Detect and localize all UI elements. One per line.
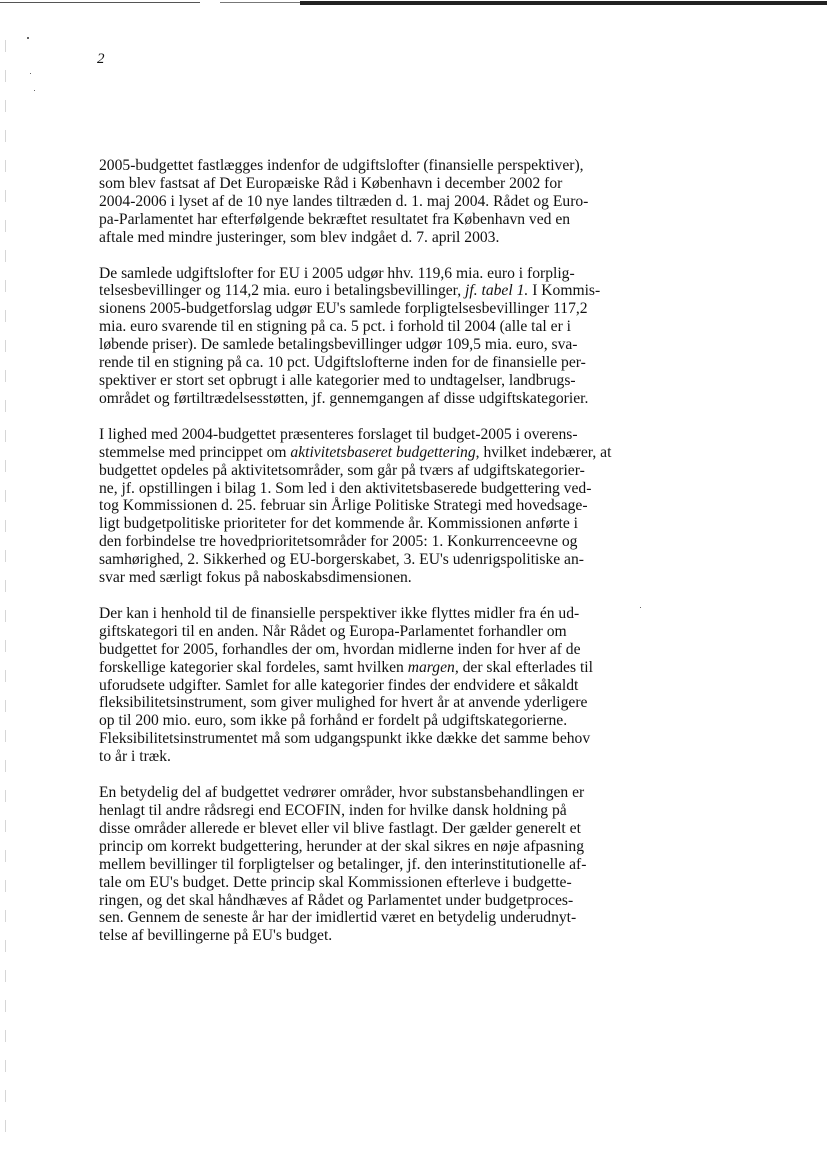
scan-top-border	[0, 0, 827, 6]
text-line: budgettet opdeles på aktivitetsområder, som går på tværs af udgiftskategorier-	[99, 461, 585, 479]
text-line: I lighed med 2004-budgettet præsenteres forslaget til budget-2005 i overens-	[99, 425, 578, 443]
text-segment: I Kommis-	[528, 282, 601, 300]
paragraph-2	[99, 265, 659, 408]
text-segment: , hvilket indebærer, at	[475, 443, 612, 461]
text-line: løbende priser). De samlede betalingsbevillinger udgør 109,5 mia. euro, sva-	[99, 336, 578, 354]
scan-border-segment	[300, 1, 827, 5]
paragraph-4	[99, 605, 659, 766]
text-line: aftale med mindre justeringer, som blev indgået d. 7. april 2003.	[99, 228, 500, 246]
text-line: Fleksibilitetsinstrumentet må som udgangspunkt ikke dække det samme behov	[99, 730, 591, 748]
text-line: En betydelig del af budgettet vedrører områder, hvor substansbehandlingen er	[99, 784, 585, 802]
emphasized-term: aktivitetsbaseret budgettering	[290, 443, 476, 461]
scan-border-segment	[220, 2, 300, 3]
text-line: spektiver er stort set opbrugt i alle kategorier med to undtagelser, landbrugs-	[99, 371, 576, 389]
text-line: henlagt til andre rådsregi end ECOFIN, inden for hvilke dansk holdning på	[99, 802, 567, 819]
text-line: samhørighed, 2. Sikkerhed og EU-borgerskabet, 3. EU's udenrigspolitiske an-	[99, 551, 584, 569]
text-line: disse områder allerede er blevet eller vil blive fastlagt. Der gælder generelt et	[99, 819, 581, 837]
text-line: budgettet for 2005, forhandles der om, hvordan midlerne inden for hver af de	[99, 640, 581, 658]
page-number: 2	[97, 51, 105, 67]
document-body	[99, 157, 659, 963]
text-line: tale om EU's budget. Dette princip skal Kommissionen efterleve i budgette-	[99, 873, 572, 891]
text-line: giftskategori til en anden. Når Rådet og Europa-Parlamentet forhandler om	[99, 622, 567, 640]
emphasized-term: margen,	[407, 658, 459, 676]
text-line: sen. Gennem de seneste år har der imidlertid været en betydelig underudnyt-	[99, 909, 577, 927]
text-segment: forskellige kategorier skal fordeles, samt hvilken	[99, 658, 408, 676]
text-line: tog Kommissionen d. 25. februar sin Årlige Politiske Strategi med hovedsage-	[99, 497, 588, 515]
text-line: ligt budgetpolitiske prioriteter for det kommende år. Kommissionen anførte i	[99, 515, 578, 533]
text-line: sionens 2005-budgetforslag udgør EU's samlede forpligtelsesbevillinger 117,2	[99, 300, 588, 318]
paragraph-5	[99, 784, 659, 945]
text-line: uforudsete udgifter. Samlet for alle kategorier findes der endvidere et såkaldt	[99, 676, 579, 694]
text-line	[99, 444, 659, 462]
text-line: op til 200 mio. euro, som ikke på forhånd er fordelt på udgiftskategorierne.	[99, 712, 568, 730]
text-segment: stemmelse med princippet om	[99, 443, 291, 461]
scan-left-edge	[5, 40, 6, 1140]
scan-speck	[34, 90, 35, 91]
text-segment: der skal efterlades til	[458, 658, 593, 676]
text-line: området og førtiltrædelsesstøtten, jf. gennemgangen af disse udgiftskategorier.	[99, 389, 589, 407]
scan-border-segment	[0, 2, 200, 3]
text-line: mellem bevillinger til forpligtelser og betalinger, jf. den interinstitutionelle af-	[99, 855, 587, 873]
text-line: ringen, og det skal håndhæves af Rådet og Parlamentet under budgetproces-	[99, 891, 574, 909]
scan-speck	[30, 73, 31, 74]
text-line: De samlede udgiftslofter for EU i 2005 udgør hhv. 119,6 mia. euro i forplig-	[99, 264, 575, 282]
paragraph-1	[99, 157, 659, 247]
text-line: 2004-2006 i lyset af de 10 nye landes tiltræden d. 1. maj 2004. Rådet og Euro-	[99, 192, 589, 210]
text-line: princip om korrekt budgettering, herunder at der skal sikres en nøje afpasning	[99, 837, 584, 855]
text-line: ne, jf. opstillingen i bilag 1. Som led i den aktivitetsbaserede budgettering ved-	[99, 479, 592, 497]
text-line: rende til en stigning på ca. 10 pct. Udgiftslofterne inden for de finansielle per-	[99, 354, 586, 372]
text-line: telse af bevillingerne på EU's budget.	[99, 927, 333, 945]
text-line: svar med særligt fokus på naboskabsdimensionen.	[99, 569, 412, 587]
text-line: to år i træk.	[99, 748, 171, 766]
text-line: mia. euro svarende til en stigning på ca. 5 pct. i forhold til 2004 (alle tal er i	[99, 318, 572, 336]
text-line: Der kan i henhold til de finansielle perspektiver ikke flyttes midler fra én ud-	[99, 604, 580, 622]
scan-speck	[27, 37, 29, 39]
text-line: pa-Parlamentet har efterfølgende bekræftet resultatet fra København ved en	[99, 210, 571, 228]
text-line	[99, 282, 659, 300]
paragraph-3	[99, 426, 659, 587]
text-line: som blev fastsat af Det Europæiske Råd i København i december 2002 for	[99, 174, 563, 192]
text-line: 2005-budgettet fastlægges indenfor de udgiftslofter (finansielle perspektiver),	[99, 157, 584, 174]
text-line: fleksibilitetsinstrument, som giver mulighed for hvert år at anvende yderligere	[99, 694, 588, 712]
text-line	[99, 659, 659, 677]
text-segment: telsesbevillinger og 114,2 mia. euro i betalingsbevillinger,	[99, 282, 466, 300]
text-line: den forbindelse tre hovedprioritetsområder for 2005: 1. Konkurrenceevne og	[99, 533, 578, 551]
table-reference: jf. tabel 1.	[465, 282, 529, 300]
